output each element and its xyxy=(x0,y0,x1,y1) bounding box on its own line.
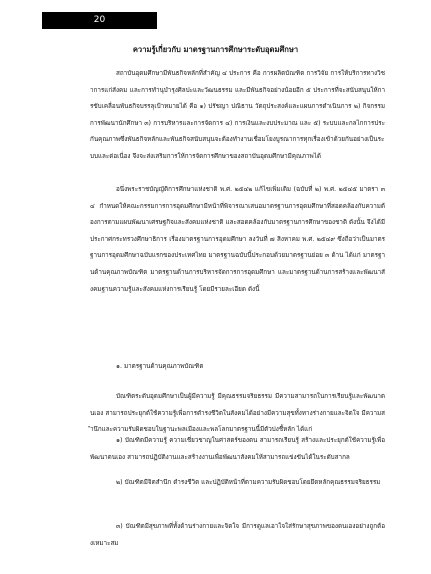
paragraph-graduate-definition: บัณฑิตระดับอุดมศึกษาเป็นผู้มีความรู้ มีคุณธรรมจริยธรรม มีความสามารถในการเรียนรู้และพัฒนาตนเอง สามารถประยุกต์ใช้ความรู้เพื่อการดำรงชีวิตในสังคมได้อย่างมีความสุขทั้งทางร่างกายและจิตใจ มีความสำนึกและความรับผิดชอบในฐานะพลเมืองและพลโลกมาตรฐานนี้มีตัวบ่งชี้หลัก ได้แก่ xyxy=(90,393,385,434)
paragraph-missions: สถาบันอุดมศึกษามีพันธกิจหลักที่สำคัญ ๔ ประการ คือ การผลิตบัณฑิต การวิจัย การให้บริการทางวิชาการแก่สังคม และการทำนุบำรุงศิลปะและวัฒนธรรม และมีพันธกิจอย่างน้อยอีก ๕ ประการที่จะสนับสนุนให้การขับเคลื่อนพันธกิจบรรลุเป้าหมายได้ คือ ๑) ปรัชญา ปณิธาน วัตถุประสงค์และแผนการดำเนินการ ๒) กิจกรรมการพัฒนานักศึกษา ๓) การบริหารและการจัดการ ๔) การเงินและงบประมาณ และ ๕) ระบบและกลไกการประกันคุณภาพซึ่งพันธกิจหลักและพันธกิจสนับสนุนจะต้องทำงานเชื่อมโยงบูรณาการทุกเรื่องเข้าด้วยกันอย่างเป็นระบบและต่อเนื่อง จึงจะส่งเสริมการให้การจัดการศึกษาของสถาบันอุดมศึกษามีคุณภาพได้ xyxy=(90,70,385,160)
list-item-knowledge: ๑) บัณฑิตมีความรู้ ความเชี่ยวชาญในศาสตร์ของตน สามารถเรียนรู้ สร้างและประยุกต์ใช้ความรู้เพื่อพัฒนาตนเอง สามารถปฏิบัติงานและสร้างงานเพื่อพัฒนาสังคมให้สามารถแข่งขันได้ในระดับสากล xyxy=(90,437,385,461)
document-title: ความรู้เกี่ยวกับ มาตรฐานการศึกษาระดับอุดมศึกษา xyxy=(132,45,299,54)
list-item-ethics: ๒) บัณฑิตมีจิตสำนึก ดำรงชีวิต และปฏิบัติหน้าที่ตามความรับผิดชอบโดยยึดหลักคุณธรรมจริยธรรม xyxy=(116,479,381,486)
section-heading-graduate-quality: ๑. มาตรฐานด้านคุณภาพบัณฑิต xyxy=(116,363,204,370)
paragraph-act: อนึ่งพระราชบัญญัติการศึกษาแห่งชาติ พ.ศ. ๒๕๔๒ แก้ไขเพิ่มเติม (ฉบับที่ ๒) พ.ศ. ๒๕๔๕ มาตรา ๓๔ กำหนดให้คณะกรรมการการอุดมศึกษามีหน้าที่พิจารณาเสนอมาตรฐานการอุดมศึกษาที่สอดคล้องกับความต้องการตามแผนพัฒนาเศรษฐกิจและสังคมแห่งชาติ และสอดคล้องกับมาตรฐานการศึกษาของชาติ ดังนั้น จึงได้มีประกาศกระทรวงศึกษาธิการ เรื่องมาตรฐานการอุดมศึกษา ลงวันที่ ๗ สิงหาคม พ.ศ. ๒๕๔๙ ซึ่งถือว่าเป็นมาตรฐานการอุดมศึกษาฉบับแรกของประเทศไทย มาตรฐานฉบับนี้ประกอบด้วยมาตรฐานย่อย ๓ ด้าน ได้แก่ มาตรฐานด้านคุณภาพบัณฑิต มาตรฐานด้านการบริหารจัดการการอุดมศึกษา และมาตรฐานด้านการสร้างและพัฒนาสังคมฐานความรู้และสังคมแห่งการเรียนรู้ โดยมีรายละเอียด ดังนี้ xyxy=(90,186,385,293)
list-item-health: ๓) บัณฑิตมีสุขภาพที่ทั้งด้านร่างกายและจิตใจ มีการดูแลเอาใจใส่รักษาสุขภาพของตนเองอย่างถูกต้องเหมาะสม xyxy=(90,523,385,547)
page-number: 20 xyxy=(93,15,106,25)
